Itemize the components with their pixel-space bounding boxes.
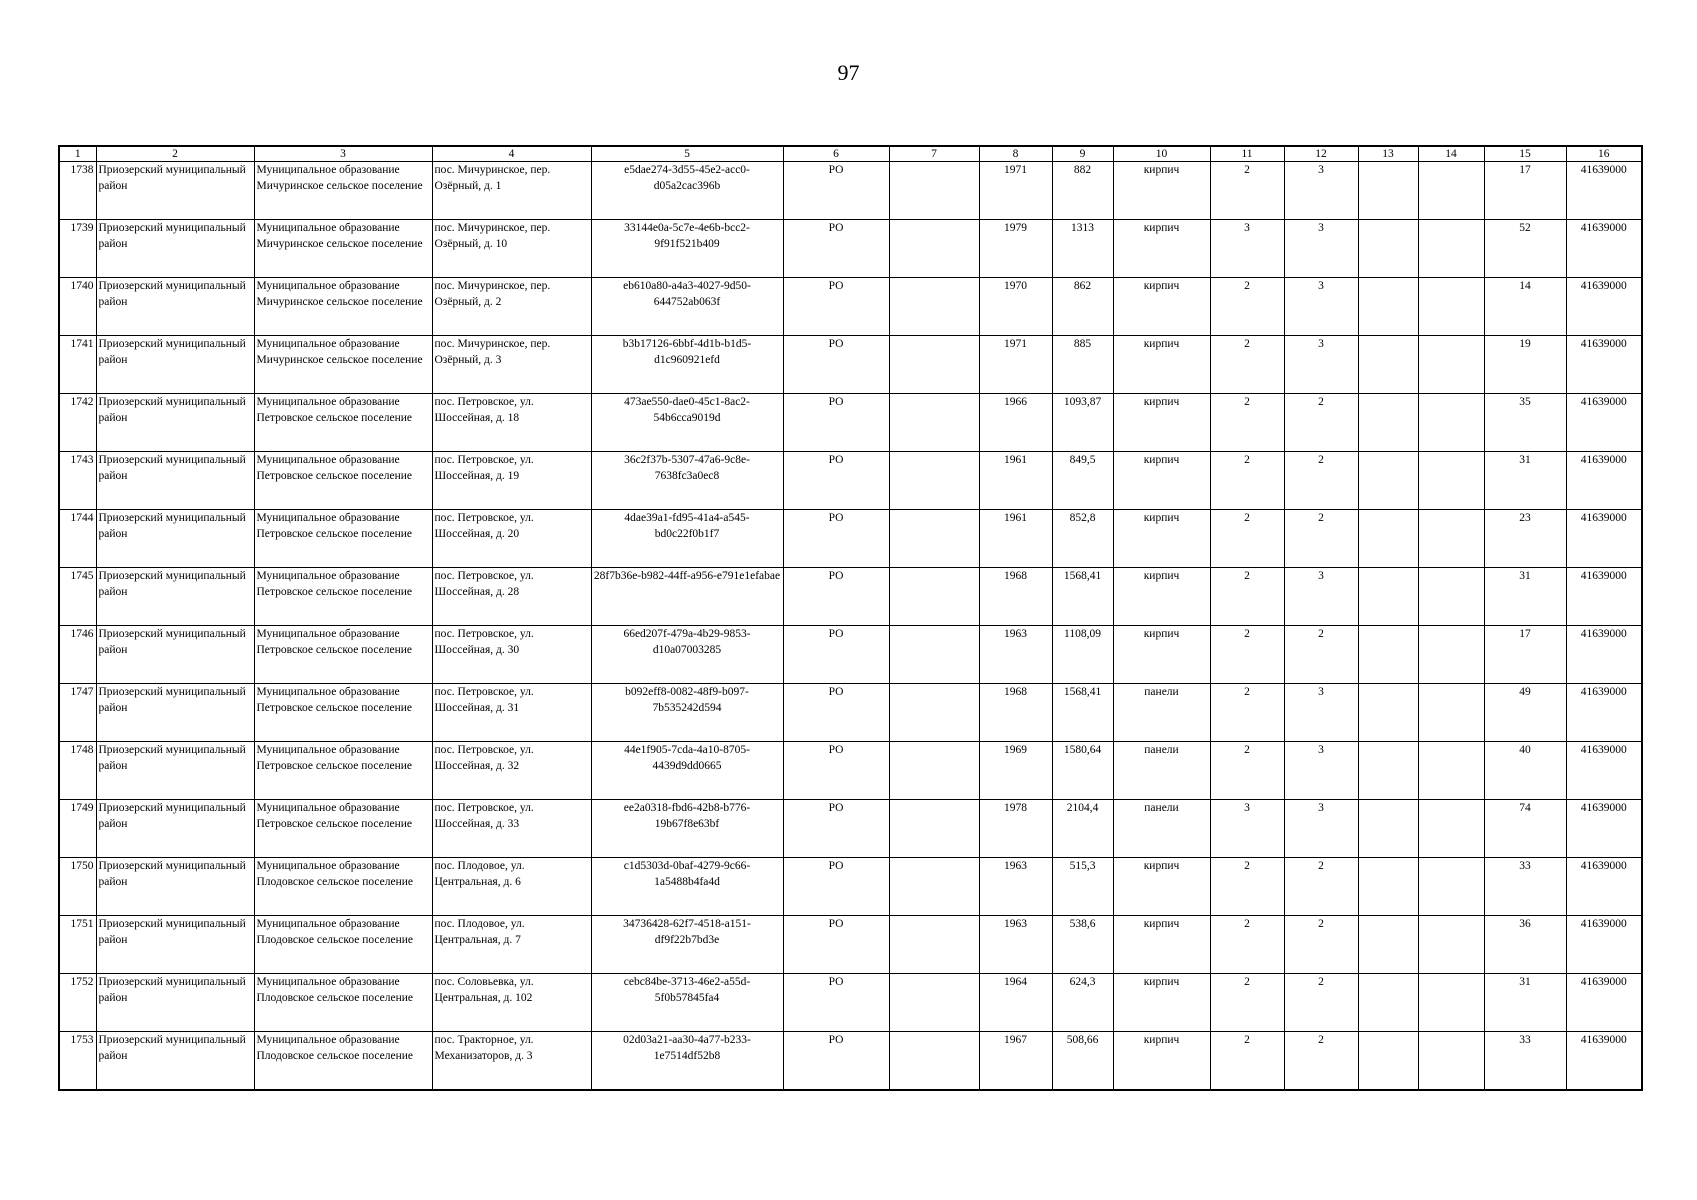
area-cell: 882: [1052, 162, 1113, 220]
table-row: [59, 1032, 1642, 1090]
table-row: [59, 336, 1642, 394]
type-cell: РО: [783, 336, 889, 394]
wall-material-cell: кирпич: [1113, 568, 1210, 626]
column-13-cell: [1358, 336, 1418, 394]
column-14-cell: [1418, 1032, 1484, 1090]
row-number-cell: 1749: [59, 800, 96, 858]
address-cell: пос. Мичуринское, пер. Озёрный, д. 1: [432, 162, 591, 220]
column-12-cell: 2: [1284, 510, 1358, 568]
row-number-cell: 1746: [59, 626, 96, 684]
house-guid-cell: 44e1f905-7cda-4a10-8705-4439d9dd0665: [591, 742, 783, 800]
oktmo-cell: 41639000: [1566, 916, 1642, 974]
column-13-cell: [1358, 858, 1418, 916]
table-row: [59, 510, 1642, 568]
column-header: 8: [979, 146, 1052, 162]
district-cell: Приозерский муниципальный район: [96, 452, 254, 510]
house-guid-cell: b3b17126-6bbf-4d1b-b1d5-d1c960921efd: [591, 336, 783, 394]
column-header: 6: [783, 146, 889, 162]
wall-material-cell: кирпич: [1113, 858, 1210, 916]
year-cell: 1979: [979, 220, 1052, 278]
column-header: 9: [1052, 146, 1113, 162]
address-cell: пос. Петровское, ул. Шоссейная, д. 30: [432, 626, 591, 684]
column-12-cell: 3: [1284, 220, 1358, 278]
area-cell: 885: [1052, 336, 1113, 394]
oktmo-cell: 41639000: [1566, 452, 1642, 510]
column-11-cell: 2: [1210, 278, 1284, 336]
column-15-cell: 17: [1484, 162, 1566, 220]
municipality-cell: Муниципальное образование Петровское сельское поселение: [254, 626, 432, 684]
house-guid-cell: 02d03a21-aa30-4a77-b233-1e7514df52b8: [591, 1032, 783, 1090]
type-cell: РО: [783, 394, 889, 452]
oktmo-cell: 41639000: [1566, 974, 1642, 1032]
municipality-cell: Муниципальное образование Плодовское сельское поселение: [254, 916, 432, 974]
area-cell: 852,8: [1052, 510, 1113, 568]
column-13-cell: [1358, 742, 1418, 800]
column-15-cell: 35: [1484, 394, 1566, 452]
wall-material-cell: панели: [1113, 684, 1210, 742]
column-header: 16: [1566, 146, 1642, 162]
address-cell: пос. Мичуринское, пер. Озёрный, д. 3: [432, 336, 591, 394]
table-row: [59, 278, 1642, 336]
column-11-cell: 2: [1210, 394, 1284, 452]
type-cell: РО: [783, 452, 889, 510]
year-cell: 1961: [979, 452, 1052, 510]
column-12-cell: 2: [1284, 452, 1358, 510]
row-number-cell: 1739: [59, 220, 96, 278]
column-13-cell: [1358, 974, 1418, 1032]
row-number-cell: 1750: [59, 858, 96, 916]
year-cell: 1963: [979, 916, 1052, 974]
registry-body: [59, 162, 1642, 1090]
type-cell: РО: [783, 858, 889, 916]
address-cell: пос. Тракторное, ул. Механизаторов, д. 3: [432, 1032, 591, 1090]
table-row: [59, 220, 1642, 278]
column-13-cell: [1358, 452, 1418, 510]
column-11-cell: 2: [1210, 162, 1284, 220]
column-12-cell: 2: [1284, 626, 1358, 684]
house-guid-cell: b092eff8-0082-48f9-b097-7b535242d594: [591, 684, 783, 742]
type-cell: РО: [783, 568, 889, 626]
column-14-cell: [1418, 974, 1484, 1032]
oktmo-cell: 41639000: [1566, 800, 1642, 858]
district-cell: Приозерский муниципальный район: [96, 742, 254, 800]
type-cell: РО: [783, 1032, 889, 1090]
column-13-cell: [1358, 278, 1418, 336]
column-header: 14: [1418, 146, 1484, 162]
column-14-cell: [1418, 742, 1484, 800]
wall-material-cell: кирпич: [1113, 162, 1210, 220]
column-14-cell: [1418, 394, 1484, 452]
year-cell: 1963: [979, 626, 1052, 684]
wall-material-cell: кирпич: [1113, 626, 1210, 684]
house-guid-cell: cebc84be-3713-46e2-a55d-5f0b57845fa4: [591, 974, 783, 1032]
wall-material-cell: кирпич: [1113, 510, 1210, 568]
column-14-cell: [1418, 278, 1484, 336]
type-cell: РО: [783, 162, 889, 220]
column-15-cell: 49: [1484, 684, 1566, 742]
column-14-cell: [1418, 452, 1484, 510]
column-13-cell: [1358, 220, 1418, 278]
column-11-cell: 2: [1210, 974, 1284, 1032]
address-cell: пос. Петровское, ул. Шоссейная, д. 19: [432, 452, 591, 510]
address-cell: пос. Петровское, ул. Шоссейная, д. 20: [432, 510, 591, 568]
table-row: [59, 452, 1642, 510]
municipality-cell: Муниципальное образование Мичуринское сельское поселение: [254, 278, 432, 336]
column-14-cell: [1418, 162, 1484, 220]
column-11-cell: 2: [1210, 684, 1284, 742]
column-14-cell: [1418, 510, 1484, 568]
row-number-cell: 1751: [59, 916, 96, 974]
column-15-cell: 33: [1484, 1032, 1566, 1090]
column-11-cell: 2: [1210, 336, 1284, 394]
column-7-cell: [889, 916, 979, 974]
type-cell: РО: [783, 800, 889, 858]
column-7-cell: [889, 684, 979, 742]
column-7-cell: [889, 336, 979, 394]
house-guid-cell: 34736428-62f7-4518-a151-df9f22b7bd3e: [591, 916, 783, 974]
table-row: [59, 394, 1642, 452]
column-13-cell: [1358, 1032, 1418, 1090]
address-cell: пос. Петровское, ул. Шоссейная, д. 28: [432, 568, 591, 626]
table-row: [59, 568, 1642, 626]
house-guid-cell: 4dae39a1-fd95-41a4-a545-bd0c22f0b1f7: [591, 510, 783, 568]
column-7-cell: [889, 278, 979, 336]
year-cell: 1978: [979, 800, 1052, 858]
column-13-cell: [1358, 162, 1418, 220]
column-11-cell: 2: [1210, 452, 1284, 510]
column-13-cell: [1358, 626, 1418, 684]
table-row: [59, 974, 1642, 1032]
column-11-cell: 2: [1210, 1032, 1284, 1090]
oktmo-cell: 41639000: [1566, 568, 1642, 626]
address-cell: пос. Соловьевка, ул. Центральная, д. 102: [432, 974, 591, 1032]
type-cell: РО: [783, 220, 889, 278]
column-7-cell: [889, 220, 979, 278]
oktmo-cell: 41639000: [1566, 336, 1642, 394]
municipality-cell: Муниципальное образование Плодовское сельское поселение: [254, 858, 432, 916]
district-cell: Приозерский муниципальный район: [96, 974, 254, 1032]
wall-material-cell: кирпич: [1113, 220, 1210, 278]
address-cell: пос. Петровское, ул. Шоссейная, д. 18: [432, 394, 591, 452]
municipality-cell: Муниципальное образование Мичуринское сельское поселение: [254, 162, 432, 220]
house-guid-cell: 33144e0a-5c7e-4e6b-bcc2-9f91f521b409: [591, 220, 783, 278]
column-12-cell: 2: [1284, 916, 1358, 974]
district-cell: Приозерский муниципальный район: [96, 800, 254, 858]
column-11-cell: 3: [1210, 220, 1284, 278]
wall-material-cell: кирпич: [1113, 452, 1210, 510]
column-header: 11: [1210, 146, 1284, 162]
municipality-cell: Муниципальное образование Петровское сельское поселение: [254, 452, 432, 510]
table-row: [59, 162, 1642, 220]
column-14-cell: [1418, 336, 1484, 394]
column-15-cell: 23: [1484, 510, 1566, 568]
table-row: [59, 684, 1642, 742]
column-7-cell: [889, 742, 979, 800]
area-cell: 2104,4: [1052, 800, 1113, 858]
column-12-cell: 3: [1284, 336, 1358, 394]
area-cell: 1313: [1052, 220, 1113, 278]
wall-material-cell: кирпич: [1113, 278, 1210, 336]
column-7-cell: [889, 452, 979, 510]
wall-material-cell: кирпич: [1113, 394, 1210, 452]
municipality-cell: Муниципальное образование Петровское сельское поселение: [254, 800, 432, 858]
column-15-cell: 40: [1484, 742, 1566, 800]
column-15-cell: 14: [1484, 278, 1566, 336]
table-row: [59, 916, 1642, 974]
column-15-cell: 36: [1484, 916, 1566, 974]
year-cell: 1969: [979, 742, 1052, 800]
year-cell: 1963: [979, 858, 1052, 916]
column-15-cell: 19: [1484, 336, 1566, 394]
area-cell: 515,3: [1052, 858, 1113, 916]
column-12-cell: 3: [1284, 800, 1358, 858]
address-cell: пос. Мичуринское, пер. Озёрный, д. 2: [432, 278, 591, 336]
column-7-cell: [889, 800, 979, 858]
column-15-cell: 31: [1484, 452, 1566, 510]
row-number-cell: 1748: [59, 742, 96, 800]
address-cell: пос. Петровское, ул. Шоссейная, д. 33: [432, 800, 591, 858]
wall-material-cell: панели: [1113, 742, 1210, 800]
house-guid-cell: e5dae274-3d55-45e2-acc0-d05a2cac396b: [591, 162, 783, 220]
column-14-cell: [1418, 568, 1484, 626]
address-cell: пос. Петровское, ул. Шоссейная, д. 32: [432, 742, 591, 800]
area-cell: 624,3: [1052, 974, 1113, 1032]
wall-material-cell: кирпич: [1113, 1032, 1210, 1090]
table-row: [59, 800, 1642, 858]
year-cell: 1968: [979, 568, 1052, 626]
municipality-cell: Муниципальное образование Плодовское сельское поселение: [254, 974, 432, 1032]
table-row: [59, 742, 1642, 800]
row-number-cell: 1742: [59, 394, 96, 452]
district-cell: Приозерский муниципальный район: [96, 684, 254, 742]
column-header: 5: [591, 146, 783, 162]
column-7-cell: [889, 510, 979, 568]
column-7-cell: [889, 568, 979, 626]
row-number-cell: 1752: [59, 974, 96, 1032]
area-cell: 1093,87: [1052, 394, 1113, 452]
year-cell: 1967: [979, 1032, 1052, 1090]
row-number-cell: 1743: [59, 452, 96, 510]
oktmo-cell: 41639000: [1566, 626, 1642, 684]
area-cell: 1568,41: [1052, 568, 1113, 626]
column-7-cell: [889, 162, 979, 220]
oktmo-cell: 41639000: [1566, 394, 1642, 452]
type-cell: РО: [783, 974, 889, 1032]
oktmo-cell: 41639000: [1566, 858, 1642, 916]
oktmo-cell: 41639000: [1566, 162, 1642, 220]
district-cell: Приозерский муниципальный район: [96, 858, 254, 916]
district-cell: Приозерский муниципальный район: [96, 220, 254, 278]
column-11-cell: 2: [1210, 510, 1284, 568]
house-guid-cell: ee2a0318-fbd6-42b8-b776-19b67f8e63bf: [591, 800, 783, 858]
column-11-cell: 2: [1210, 742, 1284, 800]
year-cell: 1971: [979, 162, 1052, 220]
oktmo-cell: 41639000: [1566, 220, 1642, 278]
column-12-cell: 2: [1284, 974, 1358, 1032]
column-12-cell: 2: [1284, 858, 1358, 916]
district-cell: Приозерский муниципальный район: [96, 336, 254, 394]
column-15-cell: 33: [1484, 858, 1566, 916]
column-number-row: [59, 146, 1642, 162]
oktmo-cell: 41639000: [1566, 684, 1642, 742]
district-cell: Приозерский муниципальный район: [96, 626, 254, 684]
type-cell: РО: [783, 916, 889, 974]
column-14-cell: [1418, 684, 1484, 742]
table-row: [59, 626, 1642, 684]
house-guid-cell: 28f7b36e-b982-44ff-a956-e791e1efabae: [591, 568, 783, 626]
district-cell: Приозерский муниципальный район: [96, 394, 254, 452]
year-cell: 1961: [979, 510, 1052, 568]
row-number-cell: 1745: [59, 568, 96, 626]
row-number-cell: 1741: [59, 336, 96, 394]
year-cell: 1968: [979, 684, 1052, 742]
type-cell: РО: [783, 510, 889, 568]
area-cell: 1580,64: [1052, 742, 1113, 800]
house-guid-cell: 473ae550-dae0-45c1-8ac2-54b6cca9019d: [591, 394, 783, 452]
column-12-cell: 3: [1284, 162, 1358, 220]
column-header: 7: [889, 146, 979, 162]
column-15-cell: 31: [1484, 974, 1566, 1032]
column-15-cell: 74: [1484, 800, 1566, 858]
wall-material-cell: панели: [1113, 800, 1210, 858]
address-cell: пос. Мичуринское, пер. Озёрный, д. 10: [432, 220, 591, 278]
page-number: 97: [837, 60, 860, 85]
district-cell: Приозерский муниципальный район: [96, 568, 254, 626]
column-14-cell: [1418, 858, 1484, 916]
row-number-cell: 1738: [59, 162, 96, 220]
district-cell: Приозерский муниципальный район: [96, 162, 254, 220]
type-cell: РО: [783, 278, 889, 336]
column-12-cell: 3: [1284, 742, 1358, 800]
column-7-cell: [889, 1032, 979, 1090]
column-12-cell: 2: [1284, 1032, 1358, 1090]
oktmo-cell: 41639000: [1566, 510, 1642, 568]
type-cell: РО: [783, 684, 889, 742]
column-header: 1: [59, 146, 96, 162]
municipality-cell: Муниципальное образование Петровское сельское поселение: [254, 510, 432, 568]
column-15-cell: 17: [1484, 626, 1566, 684]
wall-material-cell: кирпич: [1113, 974, 1210, 1032]
type-cell: РО: [783, 626, 889, 684]
column-12-cell: 3: [1284, 684, 1358, 742]
address-cell: пос. Плодовое, ул. Центральная, д. 7: [432, 916, 591, 974]
column-11-cell: 3: [1210, 800, 1284, 858]
column-header: 12: [1284, 146, 1358, 162]
area-cell: 849,5: [1052, 452, 1113, 510]
column-header: 15: [1484, 146, 1566, 162]
column-13-cell: [1358, 510, 1418, 568]
column-14-cell: [1418, 800, 1484, 858]
area-cell: 508,66: [1052, 1032, 1113, 1090]
address-cell: пос. Плодовое, ул. Центральная, д. 6: [432, 858, 591, 916]
table-row: [59, 858, 1642, 916]
column-header: 3: [254, 146, 432, 162]
municipality-cell: Муниципальное образование Мичуринское сельское поселение: [254, 336, 432, 394]
column-11-cell: 2: [1210, 568, 1284, 626]
column-11-cell: 2: [1210, 916, 1284, 974]
municipality-cell: Муниципальное образование Плодовское сельское поселение: [254, 1032, 432, 1090]
column-14-cell: [1418, 916, 1484, 974]
row-number-cell: 1753: [59, 1032, 96, 1090]
year-cell: 1966: [979, 394, 1052, 452]
house-guid-cell: eb610a80-a4a3-4027-9d50-644752ab063f: [591, 278, 783, 336]
column-7-cell: [889, 974, 979, 1032]
address-cell: пос. Петровское, ул. Шоссейная, д. 31: [432, 684, 591, 742]
municipality-cell: Муниципальное образование Петровское сельское поселение: [254, 568, 432, 626]
wall-material-cell: кирпич: [1113, 916, 1210, 974]
type-cell: РО: [783, 742, 889, 800]
district-cell: Приозерский муниципальный район: [96, 1032, 254, 1090]
column-header: 10: [1113, 146, 1210, 162]
column-header: 2: [96, 146, 254, 162]
column-7-cell: [889, 394, 979, 452]
column-15-cell: 31: [1484, 568, 1566, 626]
area-cell: 1108,09: [1052, 626, 1113, 684]
area-cell: 538,6: [1052, 916, 1113, 974]
house-guid-cell: c1d5303d-0baf-4279-9c66-1a5488b4fa4d: [591, 858, 783, 916]
column-12-cell: 3: [1284, 568, 1358, 626]
oktmo-cell: 41639000: [1566, 278, 1642, 336]
column-15-cell: 52: [1484, 220, 1566, 278]
column-header: 13: [1358, 146, 1418, 162]
row-number-cell: 1747: [59, 684, 96, 742]
area-cell: 862: [1052, 278, 1113, 336]
oktmo-cell: 41639000: [1566, 742, 1642, 800]
municipality-cell: Муниципальное образование Мичуринское сельское поселение: [254, 220, 432, 278]
row-number-cell: 1740: [59, 278, 96, 336]
column-11-cell: 2: [1210, 626, 1284, 684]
column-header: 4: [432, 146, 591, 162]
municipality-cell: Муниципальное образование Петровское сельское поселение: [254, 394, 432, 452]
housing-registry-table: [58, 145, 1643, 1091]
column-13-cell: [1358, 800, 1418, 858]
column-14-cell: [1418, 626, 1484, 684]
column-14-cell: [1418, 220, 1484, 278]
municipality-cell: Муниципальное образование Петровское сельское поселение: [254, 684, 432, 742]
column-7-cell: [889, 858, 979, 916]
column-12-cell: 3: [1284, 278, 1358, 336]
wall-material-cell: кирпич: [1113, 336, 1210, 394]
column-12-cell: 2: [1284, 394, 1358, 452]
column-13-cell: [1358, 684, 1418, 742]
district-cell: Приозерский муниципальный район: [96, 278, 254, 336]
column-7-cell: [889, 626, 979, 684]
year-cell: 1971: [979, 336, 1052, 394]
area-cell: 1568,41: [1052, 684, 1113, 742]
district-cell: Приозерский муниципальный район: [96, 510, 254, 568]
column-13-cell: [1358, 568, 1418, 626]
municipality-cell: Муниципальное образование Петровское сельское поселение: [254, 742, 432, 800]
column-11-cell: 2: [1210, 858, 1284, 916]
column-13-cell: [1358, 394, 1418, 452]
row-number-cell: 1744: [59, 510, 96, 568]
year-cell: 1970: [979, 278, 1052, 336]
oktmo-cell: 41639000: [1566, 1032, 1642, 1090]
house-guid-cell: 66ed207f-479a-4b29-9853-d10a07003285: [591, 626, 783, 684]
district-cell: Приозерский муниципальный район: [96, 916, 254, 974]
column-13-cell: [1358, 916, 1418, 974]
house-guid-cell: 36c2f37b-5307-47a6-9c8e-7638fc3a0ec8: [591, 452, 783, 510]
year-cell: 1964: [979, 974, 1052, 1032]
